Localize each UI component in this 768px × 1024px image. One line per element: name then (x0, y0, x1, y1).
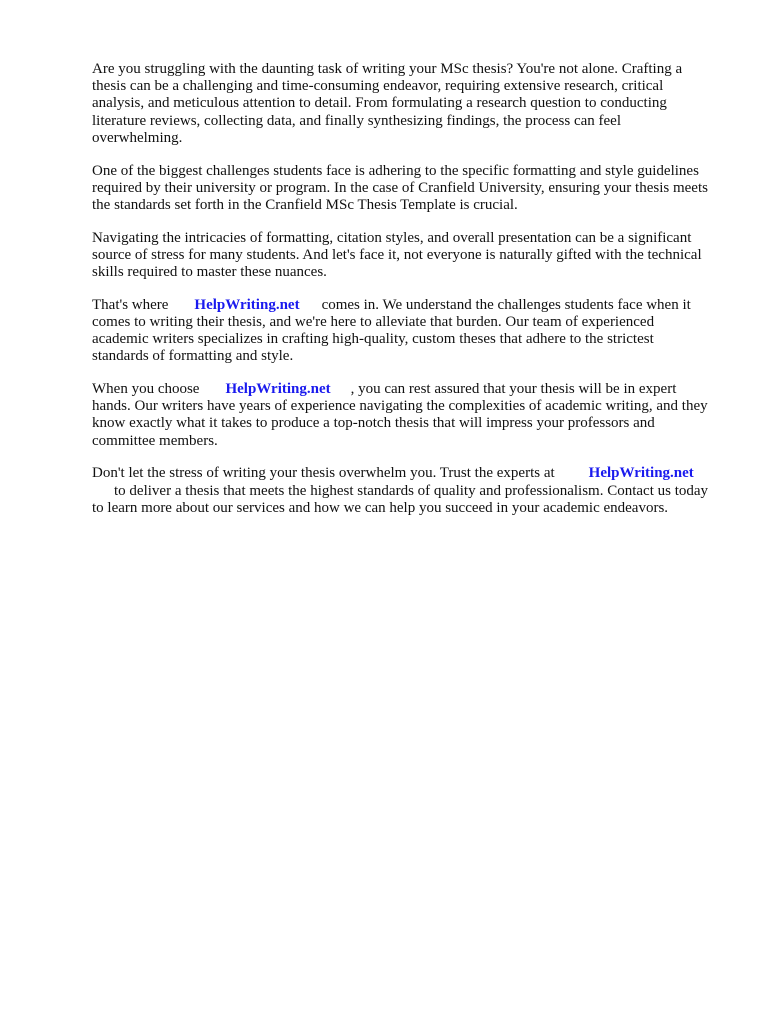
paragraph-service-intro (92, 297, 714, 366)
document-body (92, 61, 714, 532)
paragraph-text: comes in. We understand the challenges students face when it comes to writing their thesis, and we're here to alleviate that burden. Our team of experienced academic writers specializes in crafting high-quality, custom theses that adhere to the strictest standards of formatting and style. (92, 296, 691, 365)
paragraph-choose (92, 381, 714, 450)
paragraph-intro: Are you struggling with the daunting task of writing your MSc thesis? You're not alone. Crafting a thesis can be a challenging and time-consuming endeavor, requiring extensive research, critical analysis, and meticulous attention to detail. From formulating a research question to conducting literature reviews, collecting data, and finally synthesizing findings, the process can feel overwhelming. (92, 61, 683, 146)
paragraph-text: to deliver a thesis that meets the highest standards of quality and professionalism. Contact us today to learn more about our services and how we can help you succeed in your academic endeavors. (92, 482, 709, 516)
paragraph-text: Don't let the stress of writing your thesis overwhelm you. Trust the experts at (92, 465, 555, 482)
paragraph-text: When you choose (92, 381, 200, 398)
paragraph-text: , you can rest assured that your thesis will be in expert hands. Our writers have years of experience navigating the complexities of academic writing, and they know exactly what it takes to produce a top-notch thesis that will impress your professors and committee members. (92, 381, 708, 449)
paragraph-stress: Navigating the intricacies of formatting, citation styles, and overall presentation can be a significant source of stress for many students. And let's face it, not everyone is naturally gifted with the technical skills required to master these nuances. (92, 229, 702, 281)
helpwriting-link[interactable]: HelpWriting.net (225, 381, 331, 398)
paragraph-call-to-action (92, 465, 714, 517)
helpwriting-link[interactable]: HelpWriting.net (194, 296, 300, 313)
paragraph-text: That's where (92, 296, 169, 313)
paragraph-formatting-challenges: One of the biggest challenges students face is adhering to the specific formatting and style guidelines required by their university or program. In the case of Cranfield University, ensuring your thesis meets the standards set forth in the Cranfield MSc Thesis Template is crucial. (92, 162, 708, 213)
helpwriting-link[interactable]: HelpWriting.net (588, 465, 694, 482)
